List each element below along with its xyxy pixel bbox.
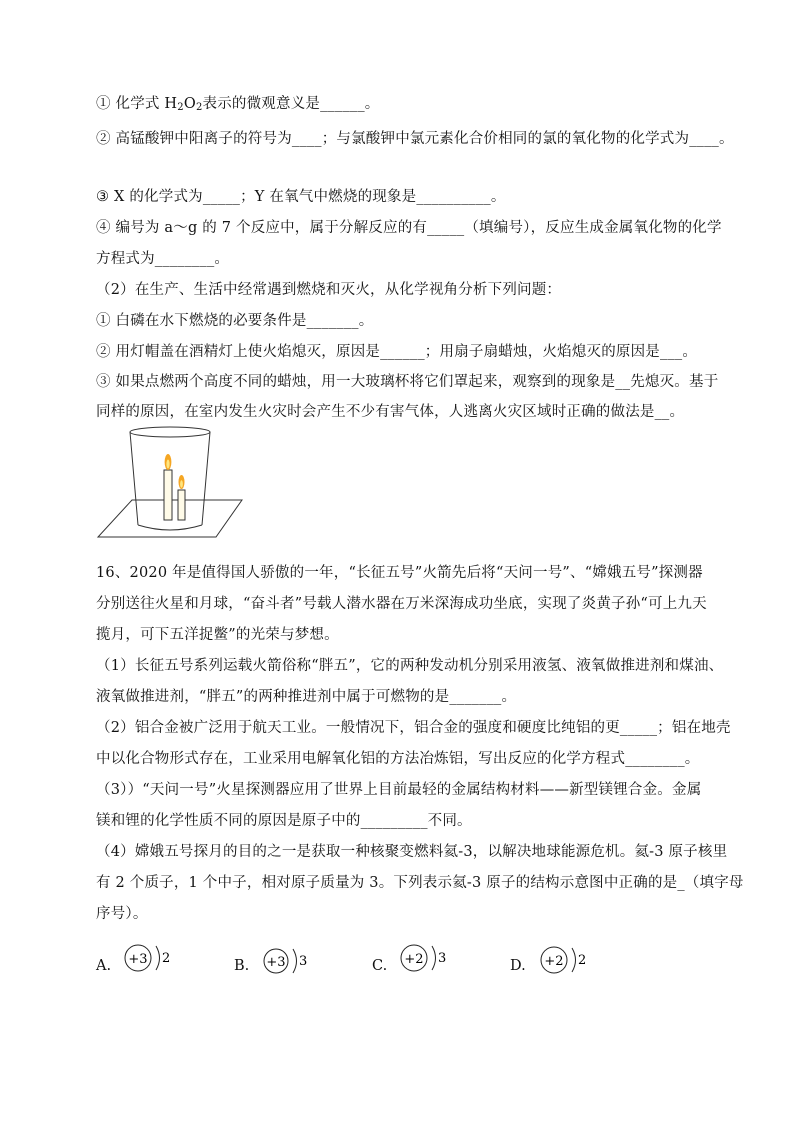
question-16-part-2-cont: 中以化合物形式存在，工业采用电解氧化铝的方法冶炼铝，写出反应的化学方程式________。	[96, 751, 700, 767]
nucleus-charge: +3	[128, 952, 148, 967]
electron-shell	[156, 946, 160, 970]
option-b-label: B.	[234, 958, 250, 974]
atom-diagram-b	[260, 938, 316, 982]
nucleus-charge: +3	[266, 955, 286, 970]
atom-diagram-d	[536, 938, 592, 982]
option-a-label: A.	[96, 958, 112, 974]
question-16-line-3: 揽月，可下五洋捉鳖”的光荣与梦想。	[96, 627, 339, 643]
nucleus-charge: +2	[544, 954, 564, 969]
option-c-label: C.	[372, 958, 388, 974]
question-line-7: ② 用灯帽盖在酒精灯上使火焰熄灭，原因是______；用扇子扇蜡烛，火焰熄灭的原因是___。	[96, 344, 698, 360]
question-line-3: ③ X 的化学式为_____；Y 在氧气中燃烧的现象是__________。	[96, 189, 506, 205]
question-16-part-2: （2）铝合金被广泛用于航天工业。一般情况下，铝合金的强度和硬度比纯铝的更_____；铝在地壳	[96, 720, 731, 736]
question-line-8: ③ 如果点燃两个高度不同的蜡烛，用一大玻璃杯将它们罩起来，观察到的现象是__先熄灭。基于	[96, 374, 719, 390]
electron-shell	[432, 946, 436, 970]
question-16-part-1: （1）长征五号系列运载火箭俗称“胖五”，它的两种发动机分别采用液氢、液氧做推进剂和煤油、	[96, 658, 724, 674]
electron-count: 2	[578, 953, 587, 968]
h2o2-formula: $H_2O_2$	[164, 96, 203, 113]
option-d-label: D.	[510, 958, 526, 974]
question-16-part-4-end: 序号）。	[96, 906, 148, 922]
question-line-5: 方程式为________。	[96, 251, 230, 267]
nucleus-charge: +2	[404, 952, 424, 967]
question-16-part-3: （3））“天问一号”火星探测器应用了世界上目前最轻的金属结构材料——新型镁锂合金。金属	[96, 782, 702, 798]
glass-top	[130, 427, 210, 437]
section-2-heading: （2）在生产、生活中经常遇到燃烧和灭火，从化学视角分析下列问题：	[96, 282, 562, 298]
question-line-1: ① 化学式 $H_2O_2$表示的微观意义是______。	[96, 96, 380, 113]
answer-options	[96, 938, 656, 988]
glass-left-edge	[130, 432, 138, 525]
electron-shell	[572, 948, 576, 972]
atom-diagram-a	[122, 938, 178, 982]
short-candle	[178, 490, 185, 520]
question-16-part-3-cont: 镁和锂的化学性质不同的原因是原子中的_________不同。	[96, 813, 472, 829]
glass-right-edge	[202, 432, 210, 525]
atom-diagram-c	[398, 938, 454, 982]
electron-count: 2	[162, 951, 171, 966]
question-line-9: 同样的原因，在室内发生火灾时会产生不少有害气体，人逃离火灾区域时正确的做法是__。	[96, 404, 685, 420]
electron-count: 3	[438, 951, 447, 966]
question-16-line-2: 分别送往火星和月球，“奋斗者”号载人潜水器在万米深海成功坐底，实现了炎黄子孙“可上九天	[96, 596, 707, 612]
question-16-part-4-cont: 有 2 个质子，1 个中子，相对原子质量为 3。下列表示氦-3 原子的结构示意图中正确的是_（填字母	[96, 875, 744, 891]
question-16-part-1-cont: 液氧做推进剂，“胖五”的两种推进剂中属于可燃物的是_______。	[96, 689, 517, 705]
glass-bottom	[138, 525, 202, 530]
question-line-6: ① 白磷在水下燃烧的必要条件是_______。	[96, 313, 374, 329]
electron-shell	[293, 949, 297, 973]
question-line-2: ② 高锰酸钾中阳离子的符号为____；与氯酸钾中氯元素化合价相同的氯的氧化物的化学式为____。	[96, 131, 734, 147]
candle-glass-figure	[94, 423, 244, 543]
electron-count: 3	[299, 954, 308, 969]
question-16-line-1: 16、2020 年是值得国人骄傲的一年，“长征五号”火箭先后将“天问一号”、“嫦娥五号”探测器	[96, 565, 703, 581]
tall-candle	[164, 470, 172, 520]
question-line-4: ④ 编号为 a～g 的 7 个反应中，属于分解反应的有_____（填编号），反应生成金属氧化物的化学	[96, 220, 722, 236]
question-16-part-4: （4）嫦娥五号探月的目的之一是获取一种核聚变燃料氦-3，以解决地球能源危机。氦-3 原子核里	[96, 844, 728, 860]
